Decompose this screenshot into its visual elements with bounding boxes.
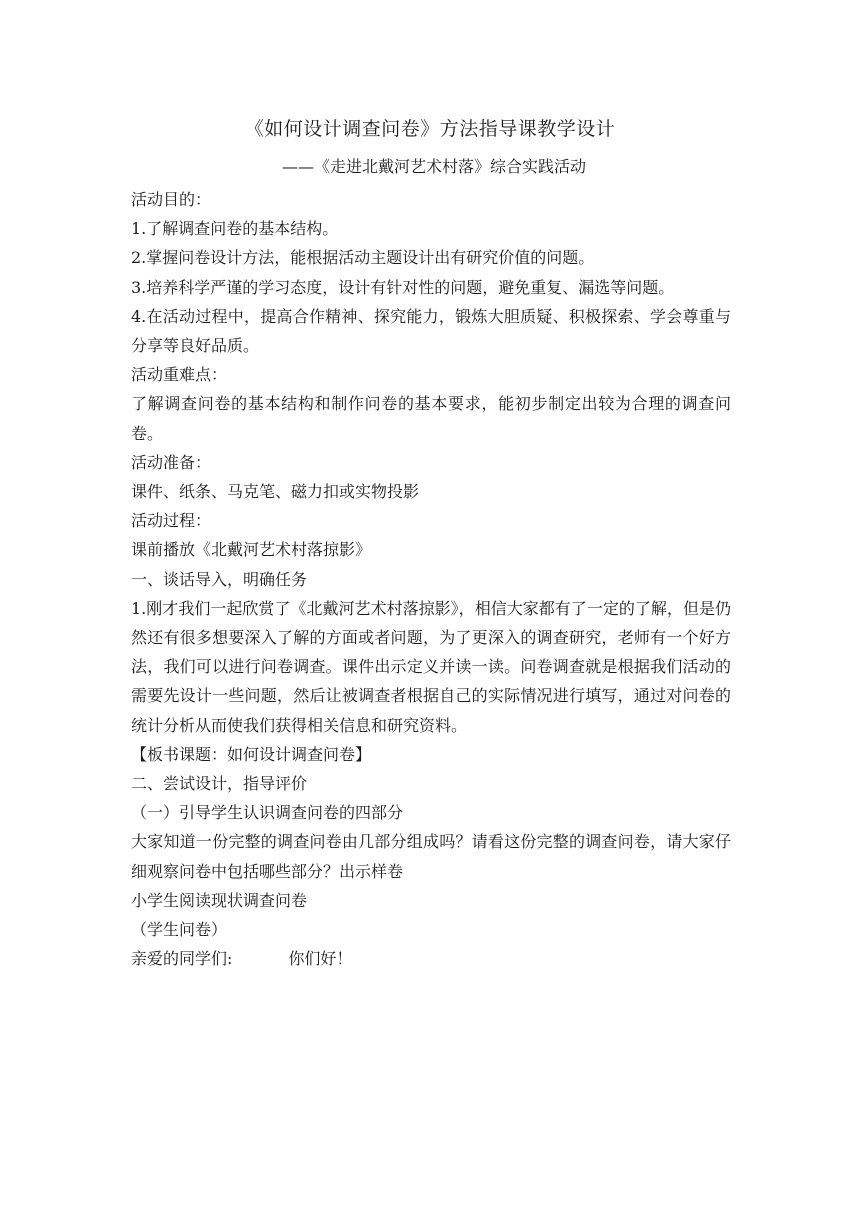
greeting-hello: 你们好！ [288, 949, 353, 969]
heading-objectives: 活动目的： [131, 190, 212, 209]
heading-process: 活动过程： [131, 511, 212, 531]
greeting-line [131, 944, 731, 973]
document-body [131, 185, 731, 973]
process-text: 课前播放《北戴河艺术村落掠影》 [131, 540, 372, 560]
objective-item: 1.了解调查问卷的基本结构。 [131, 219, 339, 239]
objective-item: 3.培养科学严谨的学习态度，设计有针对性的问题，避免重复、漏选等问题。 [131, 277, 675, 297]
heading-preparation: 活动准备： [131, 452, 212, 472]
process-text: 1.刚才我们一起欣赏了《北戴河艺术村落掠影》，相信大家都有了一定的了解，但是仍然还有很多想要深入了解的方面或者问题，为了更深入的调查研究，老师有一个好方法，我们可以进行问卷调查。课件出示定义并读一读。问卷调查就是根据我们活动的需要先设计一些问题，然后让被调查者根据自己的实际情况进行填写，通过对问卷的统计分析从而使我们获得相关信息和研究资料。 [131, 598, 731, 735]
board-title: 【板书课题：如何设计调查问卷】 [131, 744, 372, 764]
key-points-text: 了解调查问卷的基本结构和制作问卷的基本要求，能初步制定出较为合理的调查问卷。 [131, 394, 731, 443]
objective-item: 4.在活动过程中，提高合作精神、探究能力，锻炼大胆质疑、积极探索、学会尊重与分享等良好品质。 [131, 306, 731, 356]
greeting-salutation: 亲爱的同学们: [131, 949, 233, 969]
sample-subtitle: （学生问卷） [131, 920, 228, 940]
section-heading: 二、尝试设计，指导评价 [131, 774, 308, 794]
preparation-text: 课件、纸条、马克笔、磁力扣或实物投影 [131, 482, 420, 502]
subsection-heading: （一）引导学生认识调查问卷的四部分 [131, 803, 404, 823]
sample-title: 小学生阅读现状调查问卷 [131, 890, 308, 910]
document-title: 《如何设计调查问卷》方法指导课教学设计 [244, 118, 616, 140]
objective-item: 2.掌握问卷设计方法，能根据活动主题设计出有研究价值的问题。 [131, 248, 595, 268]
section-heading: 一、谈话导入，明确任务 [131, 569, 308, 589]
document-subtitle: ——《走进北戴河艺术村落》综合实践活动 [282, 157, 587, 176]
heading-key-points: 活动重难点： [131, 365, 228, 385]
process-text: 大家知道一份完整的调查问卷由几部分组成吗？请看这份完整的调查问卷，请大家仔细观察问卷中包括哪些部分？出示样卷 [131, 832, 731, 881]
